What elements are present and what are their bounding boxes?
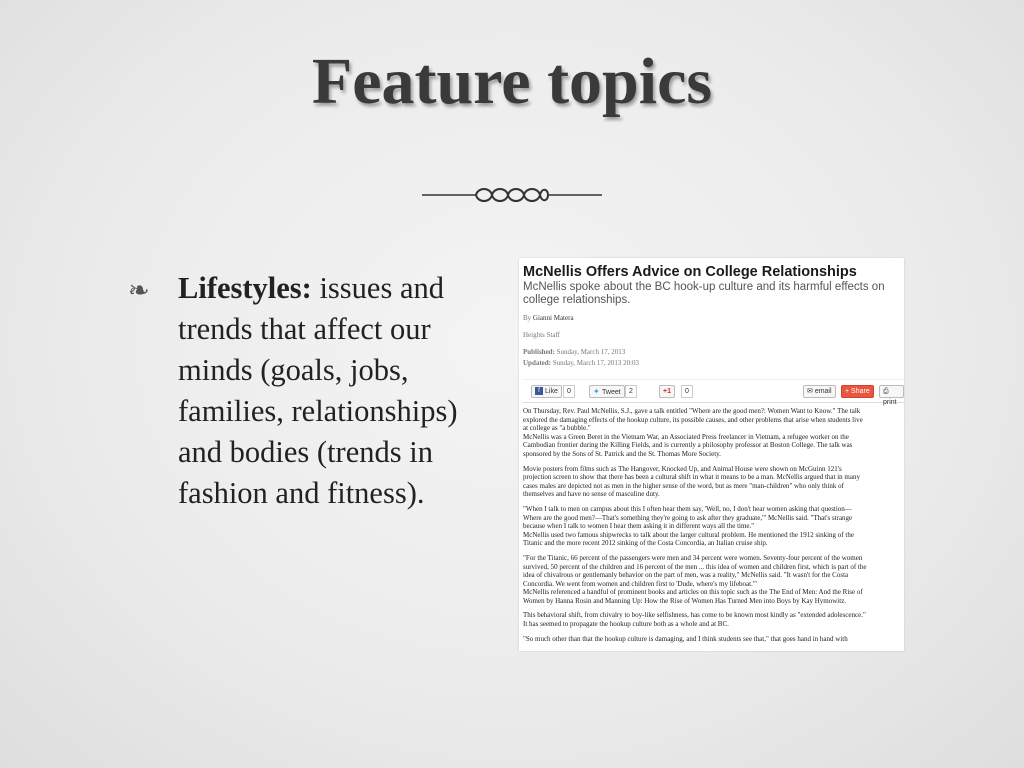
article-line: This behavioral shift, from chivalry to boy-like selfishness, has come to be known most kindly as "extended adolescence."	[523, 611, 866, 620]
article-paragraph	[523, 465, 904, 499]
facebook-like-button[interactable]: f Like	[531, 385, 562, 398]
envelope-icon: ✉	[807, 388, 815, 395]
ornamental-bullet-icon: ❧	[128, 276, 150, 306]
article-line: "So much other than that the hookup culture is damaging, and I think students see that," that goes hand in hand with	[523, 634, 848, 643]
article-author[interactable]: Gianni Matera	[532, 314, 574, 322]
article-line: idea of chivalrous or gentlemanly behavior on the part of men, was a reality," McNellis said. "It wasn't for the Costa	[523, 571, 849, 580]
bullet-item	[128, 268, 500, 514]
slide-title: Feature topics	[311, 45, 713, 118]
share-bar	[523, 379, 904, 406]
flourish-divider-icon	[420, 178, 604, 212]
email-button[interactable]: ✉ email	[803, 385, 836, 398]
facebook-icon: f	[535, 387, 543, 395]
google-plus-button[interactable]: +1	[659, 385, 675, 398]
article-paragraph	[523, 611, 904, 628]
article-line: Cambodian frontier during the Killing Fields, and is currently a philosophy professor at Boston College. The talk was	[523, 441, 853, 450]
print-button[interactable]: ⎙ print	[879, 385, 904, 398]
article-line: Where are the good men?—That's something they're going to ask after they graduate,'" McNellis said. "That's strange	[523, 513, 853, 522]
tweet-button[interactable]: ✦ Tweet	[589, 385, 625, 398]
article-line: "When I talk to men on campus about this I often hear them say, 'Well, no, I don't hear women asking that question—	[523, 504, 852, 513]
article-line: Titanic and the more recent 2012 sinking of the Costa Concordia, an Italian cruise ship.	[523, 539, 768, 548]
article-line: On Thursday, Rev. Paul McNellis, S.J., gave a talk entitled "Where are the good men?: Women Want to Know." The talk	[523, 407, 861, 415]
article-line: cases males are depicted not as men in the higher sense of the word, but as mere "man-children" who only think of	[523, 481, 845, 490]
article-line: "For the Titanic, 66 percent of the passengers were men and 34 percent were women. Seventy-four percent of the women	[523, 553, 863, 562]
article-line: survived, 50 percent of the children and 16 percent of the men ... this idea of women and children first, which is part of the	[523, 562, 867, 571]
bullet-text	[178, 268, 500, 514]
article-body	[523, 407, 904, 643]
article-paragraph	[523, 505, 904, 548]
article-line: because when I talk to women I hear them asking it in different ways all the time."	[523, 522, 755, 531]
article-line: Concordia. We went from women and children first to 'Dude, where's my lifeboat.'"	[523, 579, 757, 588]
article-line: sponsored by the Sons of St. Patrick and the St. Thomas More Society.	[523, 449, 721, 458]
plus-count: 0	[681, 385, 693, 398]
bullet-body: issues and trends that affect our minds (goals, jobs, families, relationships) and bodies (trends in fashion and fitness).	[178, 271, 458, 510]
article-line: McNellis used two famous shipwrecks to talk about the larger cultural problem. He mentioned the 1912 sinking of the	[523, 530, 854, 539]
article-headline: McNellis Offers Advice on College Relationships	[523, 264, 857, 280]
article-line: Movie posters from films such as The Hangover, Knocked Up, and Animal House were shown on McGuinn 121's	[523, 464, 842, 473]
article-subhead: McNellis spoke about the BC hook-up culture and its harmful effects on college relationships.	[523, 281, 885, 306]
article-line: themselves and have no sense of masculine duty.	[523, 490, 660, 499]
article-line: projection screen to show that there has been a cultural shift in what it means to be a man. McNellis argued that in many	[523, 473, 860, 482]
article-paragraph	[523, 554, 904, 606]
article-line: explored the damaging effects of the hookup culture, its possible causes, and other problems that arise when students live	[523, 415, 863, 424]
article-screenshot	[519, 258, 904, 651]
article-line: Women by Hanna Rosin and Manning Up: How the Rise of Women Has Turned Men into Boys by Kay Hymowitz.	[523, 596, 847, 605]
like-count: 0	[563, 385, 575, 398]
tweet-count: 2	[625, 385, 637, 398]
printer-icon: ⎙	[883, 388, 889, 395]
article-published: Published: Sunday, March 17, 2013	[523, 348, 626, 356]
bullet-label: Lifestyles:	[178, 271, 312, 305]
article-line: It has seemed to propagate the hookup culture both as a whole and at BC.	[523, 620, 729, 629]
article-line: McNellis referenced a handful of prominent books and articles on this topic such as the The End of Men: And the Rise of	[523, 588, 863, 597]
share-button[interactable]: + Share	[841, 385, 874, 398]
article-updated: Updated: Sunday, March 17, 2013 20:03	[523, 359, 640, 367]
article-paragraph	[523, 635, 904, 644]
twitter-icon: ✦	[593, 387, 600, 396]
article-line: McNellis was a Green Beret in the Vietnam War, an Associated Press freelancer in Vietnam, a refugee worker on the	[523, 432, 849, 441]
article-line: at college as "a bubble."	[523, 424, 591, 433]
article-staff: Heights Staff	[523, 331, 561, 339]
plus-icon: +	[845, 388, 852, 395]
article-paragraph	[523, 407, 904, 459]
article-byline: By Gianni Matera	[523, 314, 574, 322]
